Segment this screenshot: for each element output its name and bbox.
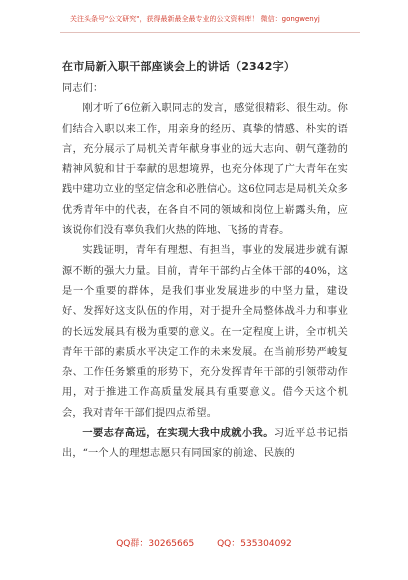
paragraph-1: 刚才听了6位新入职同志的发言，感觉很精彩、很生动。你们结合入职以来工作，用亲身的经历、真挚的情感、朴实的语言，充分展示了局机关青年献身事业的远大志向、朝气蓬勃的精神风貌和甘于奉献的思想境界，也充分体现了广大青年在实践中建功立业的坚定信念和必胜信心。这6位同志是局机关众多优秀青年中的代表，在各自不同的领域和岗位上崭露头角，应该说你们没有辜负我们火热的阵地、飞扬的青春。	[62, 103, 348, 237]
salutation: 同志们：	[62, 83, 104, 94]
paragraph-2: 实践证明，青年有理想、有担当，事业的发展进步就有源源不断的强大力量。目前，青年干部约占全体干部的40%，这是一个重要的群体，是我们事业发展进步的中坚力量，建设好、发挥好这支队伍的作用，对于提升全局整体战斗力和事业的长远发展具有极为重要的意义。在一定程度上讲，全市机关青年干部的素质水平决定工作的未来发展。在当前形势严峻复杂、工作任务繁重的形势下，充分发挥青年干部的引领带动作用，对于推进工作高质量发展具有重要意义。借今天这个机会，我对青年干部们提四点希望。	[62, 245, 348, 419]
paragraph-3	[62, 424, 348, 465]
document-body	[62, 79, 348, 465]
section-lead: 一要志存高远，在实现大我中成就小我。	[82, 428, 274, 440]
document-title: 在市局新入职干部座谈会上的讲话（2342字）	[62, 60, 296, 73]
header-divider	[60, 32, 360, 33]
footer-qq: QQ：535304092	[217, 539, 292, 549]
header-banner: 关注头条号"公文研究"，获得最新最全最专业的公文资料库！ 微信：gongwenyj	[70, 15, 320, 23]
section-text: 习近平总书记指出，“一个人的理想志愿只有同国家的前途、民族的	[62, 428, 348, 460]
footer-qq-group: QQ群：30265665	[116, 539, 195, 549]
footer	[0, 536, 408, 549]
